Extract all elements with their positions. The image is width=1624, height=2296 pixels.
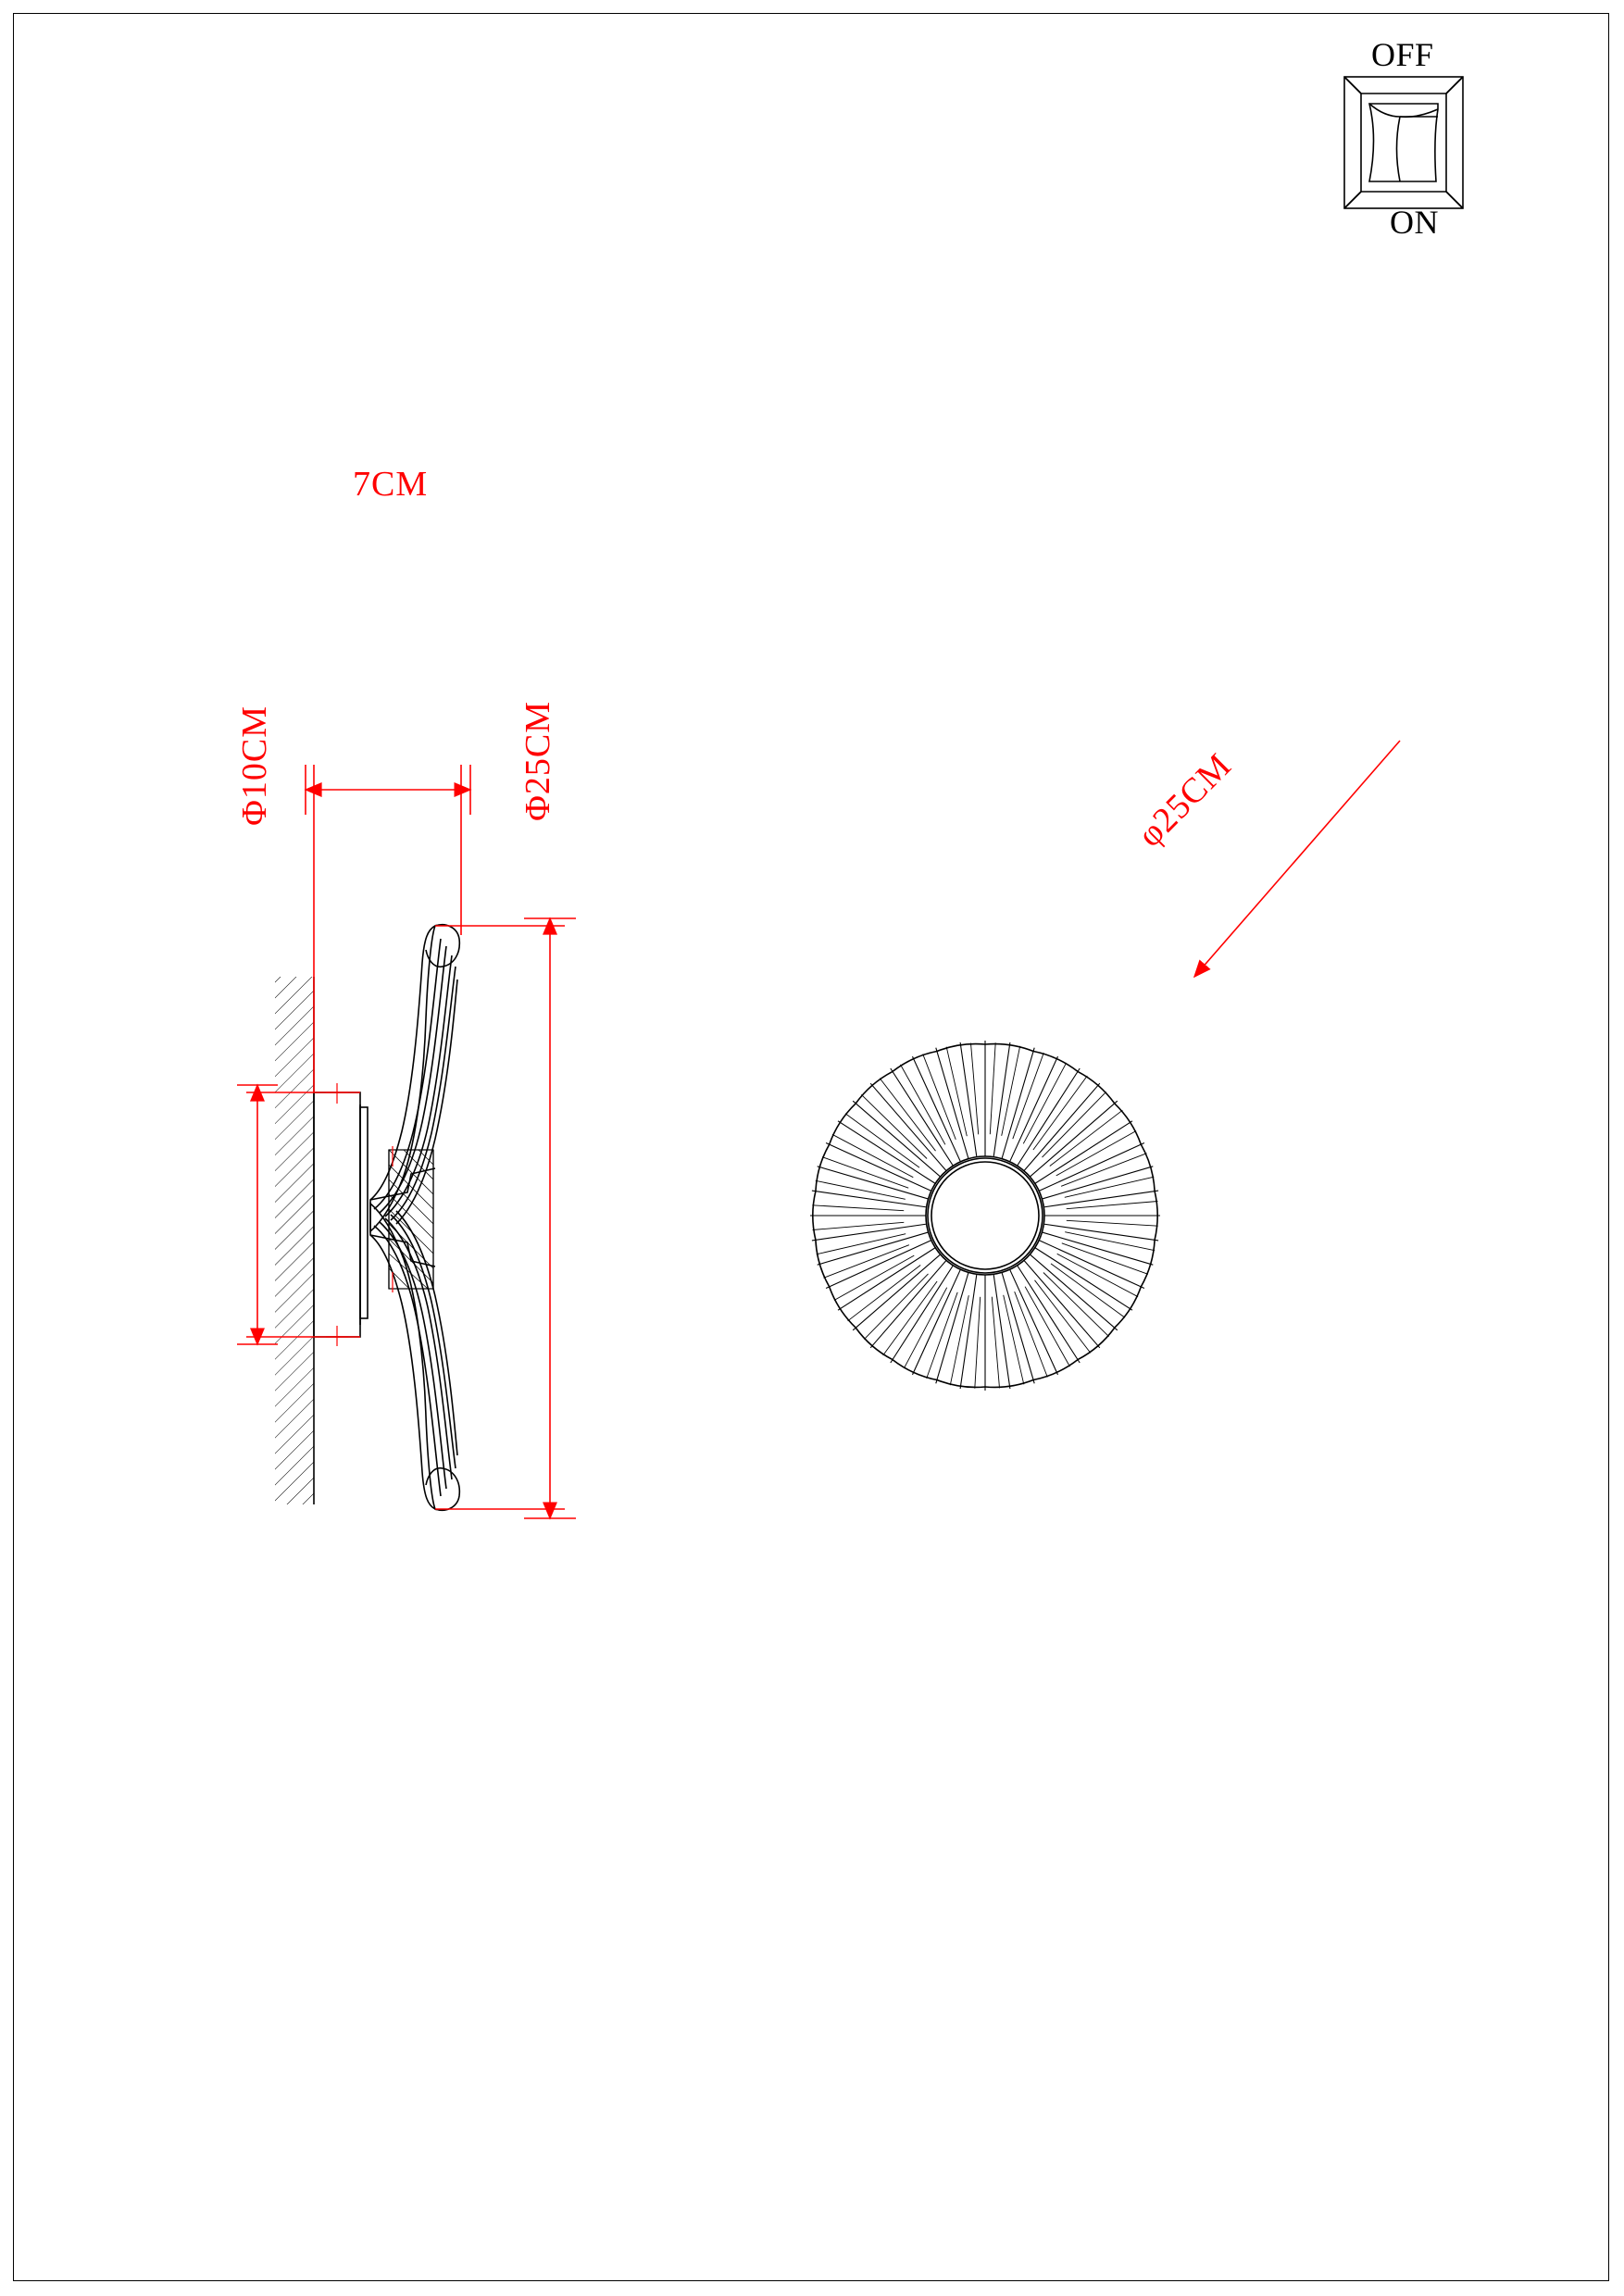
switch-label-off: OFF xyxy=(1371,36,1434,73)
wall-hatch xyxy=(275,977,314,1504)
dimension-inner-diameter-label: Φ10CM xyxy=(235,705,274,826)
rocker-switch-symbol xyxy=(1344,77,1463,208)
side-mount-body xyxy=(314,1092,368,1337)
side-lamp-profile xyxy=(370,925,459,1510)
dimension-depth-label: 7CM xyxy=(353,465,429,504)
switch-label-on: ON xyxy=(1390,204,1439,241)
front-view-lamp xyxy=(810,1041,1160,1391)
dimension-lines xyxy=(237,741,1400,1518)
dimension-outer-diameter-side-label: Φ25CM xyxy=(518,701,557,821)
dimension-outer-diameter-front-label: φ25CM xyxy=(1130,745,1240,855)
center-marks xyxy=(326,1083,393,1346)
